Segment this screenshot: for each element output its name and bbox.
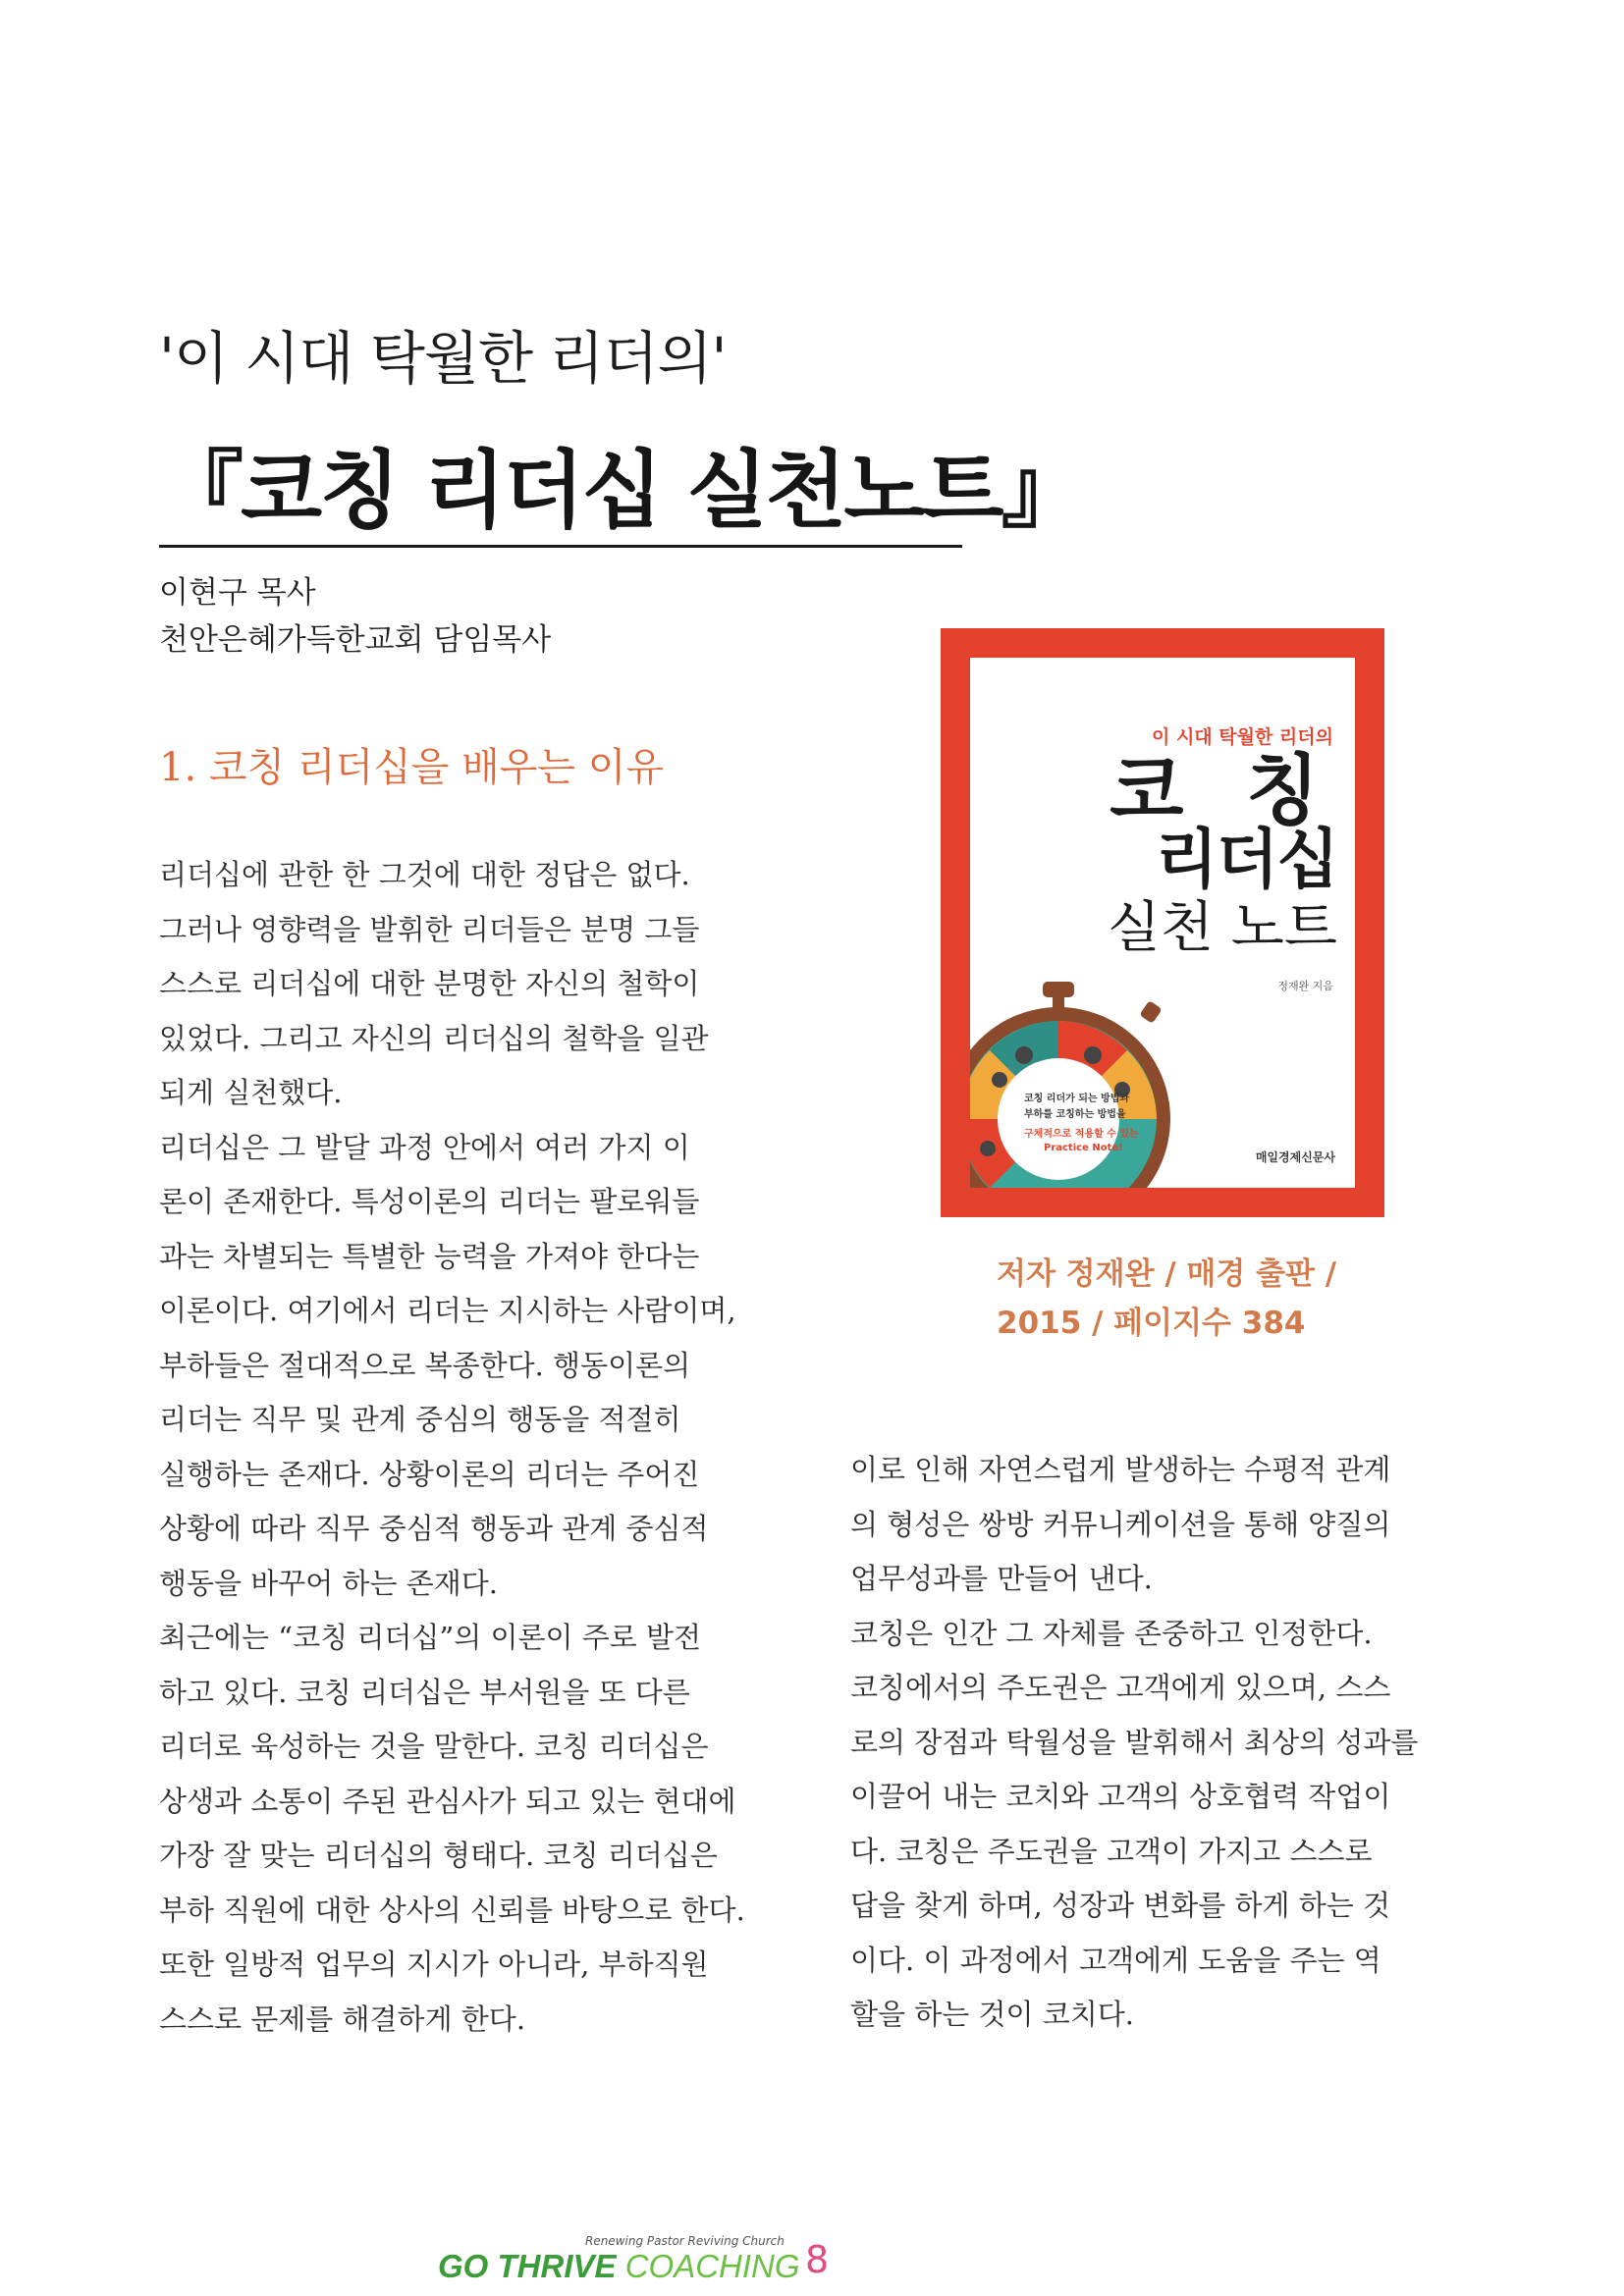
footer-logo [438, 2248, 800, 2285]
cover-top-line: 이 시대 탁월한 리더의 [1151, 726, 1333, 748]
body-line: 할을 하는 것이 코치다. [850, 1998, 1134, 2031]
body-line: 실행하는 존재다. 상황이론의 리더는 주어진 [159, 1457, 700, 1491]
cover-title-3: 실천 노트 [1107, 896, 1337, 960]
body-line: 이다. 이 과정에서 고객에게 도움을 주는 역 [850, 1943, 1381, 1977]
body-line: 부하 직원에 대한 상사의 신뢰를 바탕으로 한다. [159, 1893, 745, 1927]
body-line: 가장 잘 맞는 리더십의 형태다. 코칭 리더십은 [159, 1839, 718, 1872]
body-line: 다. 코칭은 주도권을 고객이 가지고 스스로 [850, 1834, 1373, 1868]
body-line: 코칭은 인간 그 자체를 존중하고 인정한다. [850, 1616, 1373, 1650]
page-number: 8 [805, 2238, 830, 2281]
body-line: 최근에는 “코칭 리더십”의 이론이 주로 발전 [159, 1621, 701, 1654]
body-line: 스스로 리더십에 대한 분명한 자신의 철학이 [159, 967, 700, 1000]
body-line: 되게 실천했다. [159, 1076, 343, 1109]
book-cover [941, 628, 1384, 1217]
footer-logo-bold: GO THRIVE [438, 2248, 617, 2284]
book-cover-inner [970, 658, 1355, 1188]
stopwatch-illustration [970, 982, 1265, 1188]
cover-note-2: 부하를 코칭하는 방법을 [1024, 1109, 1126, 1120]
body-column-right [850, 1443, 1479, 2043]
section-heading: 1. 코칭 리더십을 배우는 이유 [159, 745, 665, 790]
author-name: 이현구 목사 [159, 575, 316, 611]
body-line: 상생과 소통이 주된 관심사가 되고 있는 현대에 [159, 1784, 736, 1818]
author-block [159, 569, 551, 664]
body-line: 답을 찾게 하며, 성장과 변화를 하게 하는 것 [850, 1889, 1390, 1922]
body-line: 또한 일방적 업무의 지시가 아니라, 부하직원 [159, 1948, 709, 1981]
body-line: 하고 있다. 코칭 리더십은 부서원을 또 다른 [159, 1675, 690, 1709]
body-line: 과는 차별되는 특별한 능력을 가져야 한다는 [159, 1239, 700, 1273]
body-line: 있었다. 그리고 자신의 리더십의 철학을 일관 [159, 1021, 709, 1055]
article-subtitle: '이 시대 탁월한 리더의' [159, 325, 727, 392]
body-column-left [159, 848, 787, 2047]
body-line: 상황에 따라 직무 중심적 행동과 관계 중심적 [159, 1512, 709, 1545]
body-line: 행동을 바꾸어 하는 존재다. [159, 1566, 499, 1600]
cover-title-2: 리더십 [1155, 822, 1337, 897]
cover-publisher: 매일경제신문사 [1255, 1150, 1335, 1164]
cover-title-1: 코 칭 [1110, 747, 1337, 835]
book-caption-line-2: 2015 / 페이지수 384 [997, 1306, 1306, 1341]
cover-note-3: 구체적으로 적용할 수 있는 [1024, 1129, 1139, 1140]
body-line: 리더십은 그 발달 과정 안에서 여러 가지 이 [159, 1130, 690, 1164]
book-caption-line-1: 저자 정재완 / 매경 출판 / [997, 1256, 1337, 1292]
body-line: 리더십에 관한 한 그것에 대한 정답은 없다. [159, 858, 690, 891]
footer-tagline: Renewing Pastor Reviving Church [585, 2234, 785, 2248]
body-line: 이끌어 내는 코치와 고객의 상호협력 작업이 [850, 1780, 1391, 1813]
body-line: 코칭에서의 주도권은 고객에게 있으며, 스스 [850, 1671, 1391, 1704]
author-role: 천안은혜가득한교회 담임목사 [159, 622, 552, 658]
body-line: 그러나 영향력을 발휘한 리더들은 분명 그들 [159, 912, 700, 946]
body-line: 리더로 육성하는 것을 말한다. 코칭 리더십은 [159, 1730, 709, 1763]
body-line: 이론이다. 여기에서 리더는 지시하는 사람이며, [159, 1294, 736, 1327]
body-line: 로의 장점과 탁월성을 발휘해서 최상의 성과를 [850, 1725, 1419, 1759]
footer-logo-light: COACHING [624, 2248, 800, 2284]
body-line: 의 형성은 쌍방 커뮤니케이션을 통해 양질의 [850, 1507, 1391, 1541]
cover-note-4: Practice Note! [1044, 1143, 1123, 1153]
body-line: 론이 존재한다. 특성이론의 리더는 팔로워들 [159, 1185, 700, 1218]
title-divider [159, 545, 962, 548]
cover-author: 정재완 지음 [1277, 980, 1333, 992]
body-line: 부하들은 절대적으로 복종한다. 행동이론의 [159, 1348, 691, 1382]
article-title: 『코칭 리더십 실천노트』 [159, 442, 1083, 540]
body-line: 리더는 직무 및 관계 중심의 행동을 적절히 [159, 1403, 681, 1436]
body-line: 이로 인해 자연스럽게 발생하는 수평적 관계 [850, 1453, 1391, 1486]
cover-note-1: 코칭 리더가 되는 방법과 [1024, 1094, 1130, 1104]
body-line: 스스로 문제를 해결하게 한다. [159, 2002, 526, 2036]
body-line: 업무성과를 만들어 낸다. [850, 1562, 1153, 1595]
